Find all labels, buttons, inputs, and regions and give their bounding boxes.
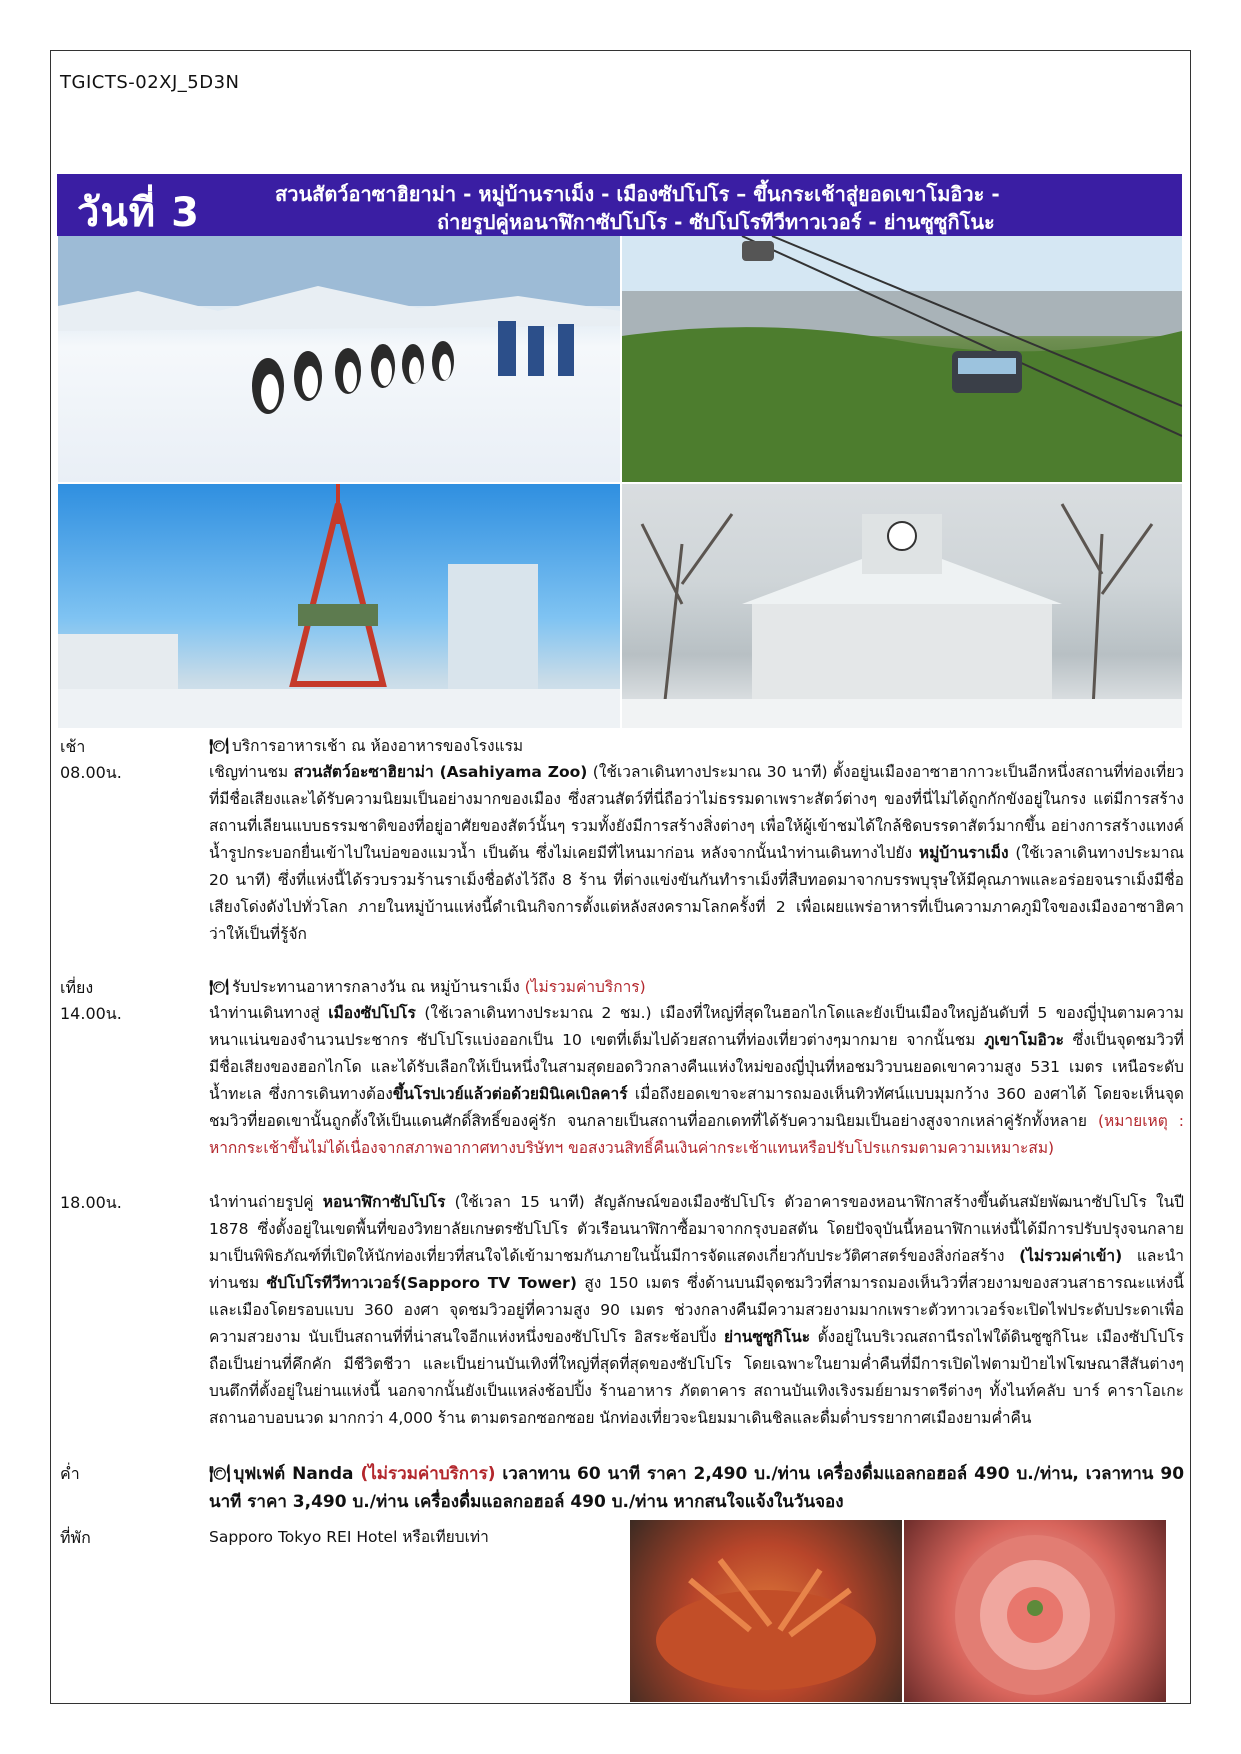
text-segment: นำท่านถ่ายรูปคู่ [209, 1193, 323, 1211]
text-segment: และนำท่านชม [209, 1247, 1184, 1292]
meal-icon: 🍽︎ [209, 978, 229, 996]
label-evening: ค่ำ [60, 1464, 80, 1483]
time-0800: 08.00น. [60, 763, 122, 782]
text-segment: (ใช้เวลา 15 นาที) สัญลักษณ์ของเมืองซัปโปโร ตัวอาคารของหอนาฬิกาสร้างขึ้นต้นสมัยพัฒนาซัปโปโร ในปี 1878 ซึ่งตั้งอยู่ในเขตพื้นที่ของวิทยาลัยเกษตรซัปโปโร ตัวเรือนนาฬิกาซื้อมาจากกรุงบอสตัน โดยปัจจุบันนี้หอนาฬิกาแห่งนี้ได้มีการปรับปรุงจนกลายมาเป็นพิพิธภัณฑ์ที่เปิดให้นักท่องเที่ยวที่สนใจได้เข้ามาชมกันภายในนั้นมีการจัดแสดงเกี่ยวกับประวัติศาสตร์ของสิ่งก่อสร้าง [209, 1193, 1184, 1265]
place-mt-moiwa: ภูเขาโมอิวะ [984, 1031, 1064, 1049]
day-banner [57, 174, 1182, 236]
label-noon: เที่ยง [60, 978, 94, 997]
text-segment: ซึ่งเป็นจุดชมวิวที่มีชื่อเสียงของฮอกไกโด และได้รับเลือกให้เป็นหนึ่งในสามสุดยอดวิวกลางคืนแห่งใหม่ของญี่ปุ่นที่หอชมวิวบนยอดเขาความสูง 531 เมตร เหนือระดับน้ำทะเล ซึ่งการเดินทางต้อง [209, 1031, 1184, 1103]
meal-icon: 🍽︎ [209, 737, 229, 755]
text-segment: นำท่านเดินทางสู่ [209, 1004, 329, 1022]
photo-penguin-parade [58, 236, 620, 482]
morning-meal [209, 733, 1184, 760]
evening-meal [209, 1460, 1184, 1516]
time-1800: 18.00น. [60, 1193, 122, 1212]
label-morning: เช้า [60, 737, 86, 756]
text-segment: เชิญท่านชม [209, 763, 294, 781]
place-clock-tower: หอนาฬิกาซัปโปโร [322, 1193, 446, 1211]
text-segment: (ใช้เวลาเดินทางประมาณ 2 ชม.) เมืองที่ใหญ่ที่สุดในฮอกไกโดและยังเป็นเมืองใหญ่อันดับที่ 5 ของญี่ปุ่นตามความหนาแน่นของจำนวนประชากร ซัปโปโรแบ่งออกเป็น 10 เขตที่เต็มไปด้วยสถานที่ท่องเที่ยวต่างๆมากมาย จากนั้นชม [209, 1004, 1184, 1049]
photo-king-crab [630, 1520, 902, 1702]
text-segment: เมื่อถึงยอดเขาจะสามารถมองเห็นทิวทัศน์แบบมุมกว้าง 360 องศาได้ โดยจะเห็นจุดชมวิวที่ยอดเขานั้นถูกตั้งให้เป็นแดนศักดิ์สิทธิ์ของคู่รัก จนกลายเป็นสถานที่ออกเดทที่ได้รับความนิยมเป็นอย่างสูงจากเหล่าคู่รักทั้งหลาย [209, 1085, 1184, 1130]
hotel-name: Sapporo Tokyo REI Hotel หรือเทียบเท่า [209, 1528, 489, 1546]
banner-route-line-2: ถ่ายรูปคู่หอนาฬิกาซัปโปโร - ซัปโปโรทีวีทาวเวอร์ - ย่านซูซูกิโนะ [437, 210, 995, 234]
ropeway-note: ขึ้นโรปเวย์แล้วต่อด้วยมินิเคเบิลคาร์ [392, 1085, 628, 1103]
banner-route-line-1: สวนสัตว์อาซาฮิยาม่า - หมู่บ้านราเม็ง - เมืองซัปโปโร – ขึ้นกระเช้าสู่ยอดเขาโมอิวะ - [275, 182, 1000, 206]
paragraph-1800 [209, 1189, 1184, 1432]
text-segment: (ใช้เวลาเดินทางประมาณ 20 นาที) ซึ่งที่แห่งนี้ได้รวบรวมร้านราเม็งชื่อดังไว้ถึง 8 ร้าน ที่ต่างแข่งขันกันทำราเม็งที่สืบทอดมาจากบรรพบุรุษให้มีคุณภาพและอร่อยจนราเม็งมีชื่อเสียงโด่งดังไปทั่วโลก ภายในหมู่บ้านแห่งนี้ดำเนินกิจการตั้งแต่หลังสงครามโลกครั้งที่ 2 เพื่อเผยแพร่อาหารที่เป็นความภาคภูมิใจของเมืองอาซาฮิคาว่าให้เป็นที่รู้จัก [209, 844, 1184, 943]
photo-ropeway-mt-moiwa [622, 236, 1182, 482]
paragraph-1400 [209, 1000, 1184, 1162]
place-sapporo-city: เมืองซัปโปโร [328, 1004, 416, 1022]
day-title: วันที่ 3 [77, 190, 200, 236]
evening-meal-text: บุฟเฟต์ Nanda [233, 1464, 354, 1484]
photo-sapporo-clock-tower [622, 484, 1182, 728]
text-segment: (ใช้เวลาเดินทางประมาณ 30 นาที) ตั้งอยู่นเมืองอาซาฮากาวะเป็นอีกหนึ่งสถานที่ท่องเที่ยวที่มีชื่อเสียงและได้รับความนิยมเป็นอย่างมากของเมือง ซึ่งสวนสัตว์ที่นี่ถือว่าไม่ธรรมดาเพราะสัตว์ต่างๆ ของที่นี่ไม่ได้ถูกกักขังอยู่ในกรง แต่มีการสร้างสถานที่เลียนแบบธรรมชาติของที่อยู่อาศัยของสัตว์นั้นๆ รวมทั้งยังมีการสร้างสิ่งต่างๆ เพื่อให้ผู้เข้าชมได้ใกล้ชิดบรรดาสัตว์มากขึ้น อย่างการสร้างแทงค์น้ำรูปกระบอกยื่นเข้าไปในบ่อของแมวน้ำ เป็นต้น ซึ่งไม่เคยมีที่ไหนมาก่อน หลังจากนั้นนำท่านเดินทางไปยัง [209, 763, 1184, 862]
meal-icon: 🍽︎ [209, 1464, 231, 1484]
document-code: TGICTS-02XJ_5D3N [60, 72, 240, 93]
place-asahiyama-zoo: สวนสัตว์อะซาฮิยาม่า (Asahiyama Zoo) [293, 763, 588, 781]
text-segment: ตั้งอยู่ในบริเวณสถานีรถไฟใต้ดินซูซูกิโนะ เมืองซัปโปโร ถือเป็นย่านที่คึกคัก มีชีวิตชีวา และเป็นย่านบันเทิงที่ใหญ่ที่สุดที่สุดของซัปโปโร โดยเฉพาะในยามค่ำคืนที่มีการเปิดไฟตามป้ายไฟโฆษณาสีสันต่างๆ บนตึกที่ตั้งอยู่ในย่านแห่งนี้ นอกจากนั้นยังเป็นแหล่งช้อปปิ้ง ร้านอาหาร ภัตตาคาร สถานบันเทิงเริงรมย์ยามราตรีต่างๆ ทั้งไนท์คลับ บาร์ คาราโอเกะ สถานอาบอบนวด มากกว่า 4,000 ร้าน ตามตรอกซอกซอย นักท่องเที่ยวจะนิยมมาเดินชิลและดื่มด่ำบรรยากาศเมืองยามค่ำคืน [209, 1328, 1184, 1427]
photo-wagyu-beef [904, 1520, 1166, 1702]
noon-meal [209, 974, 1184, 1001]
time-1400: 14.00น. [60, 1004, 122, 1023]
place-ramen-village: หมู่บ้านราเม็ง [918, 844, 1009, 862]
weather-remark: (หมายเหตุ : หากกระเช้าขึ้นไม่ได้เนื่องจากสภาพอากาศทางบริษัทฯ ขอสงวนสิทธิ์คืนเงินค่ากระเช้าแทนหรือปรับโปรแกรมตามความเหมาะสม) [209, 1112, 1184, 1157]
evening-meal-note: (ไม่รวมค่าบริการ) [353, 1464, 496, 1484]
place-tv-tower: ซัปโปโรทีวีทาวเวอร์(Sapporo TV Tower) [266, 1274, 577, 1292]
text-segment: สูง 150 เมตร ซึ่งด้านบนมีจุดชมวิวที่สามารถมองเห็นวิวที่สวยงามของสวนสาธารณะแห่งนี้และเมืองโดยรอบแบบ 360 องศา จุดชมวิวอยู่ที่ความสูง 90 เมตร ช่วงกลางคืนมีความสวยงามมากเพราะตัวทาวเวอร์จะเปิดไฟประดับประดาเพื่อความสวยงาม นับเป็นสถานที่ที่น่าสนใจอีกแห่งหนึ่งของซัปโปโร อิสระช้อปปิ้ง [209, 1274, 1185, 1346]
noon-meal-text: รับประทานอาหารกลางวัน ณ หมู่บ้านราเม็ง [231, 978, 520, 996]
noon-meal-note: (ไม่รวมค่าบริการ) [519, 978, 646, 996]
evening-meal-details: เวลาทาน 60 นาที ราคา 2,490 บ./ท่าน เครื่องดื่มแอลกอฮอล์ 490 บ./ท่าน, เวลาทาน 90 นาที ราคา 3,490 บ./ท่าน เครื่องดื่มแอลกอฮอล์ 490 บ./ท่าน หากสนใจแจ้งในวันจอง [209, 1464, 1185, 1512]
label-hotel: ที่พัก [60, 1528, 91, 1547]
admission-note: (ไม่รวมค่าเข้า) [1019, 1247, 1123, 1265]
photo-sapporo-tv-tower [58, 484, 620, 728]
paragraph-0800 [209, 759, 1184, 948]
place-susukino: ย่านซูซูกิโนะ [724, 1328, 811, 1346]
morning-meal-text: บริการอาหารเช้า ณ ห้องอาหารของโรงแรม [231, 737, 524, 755]
